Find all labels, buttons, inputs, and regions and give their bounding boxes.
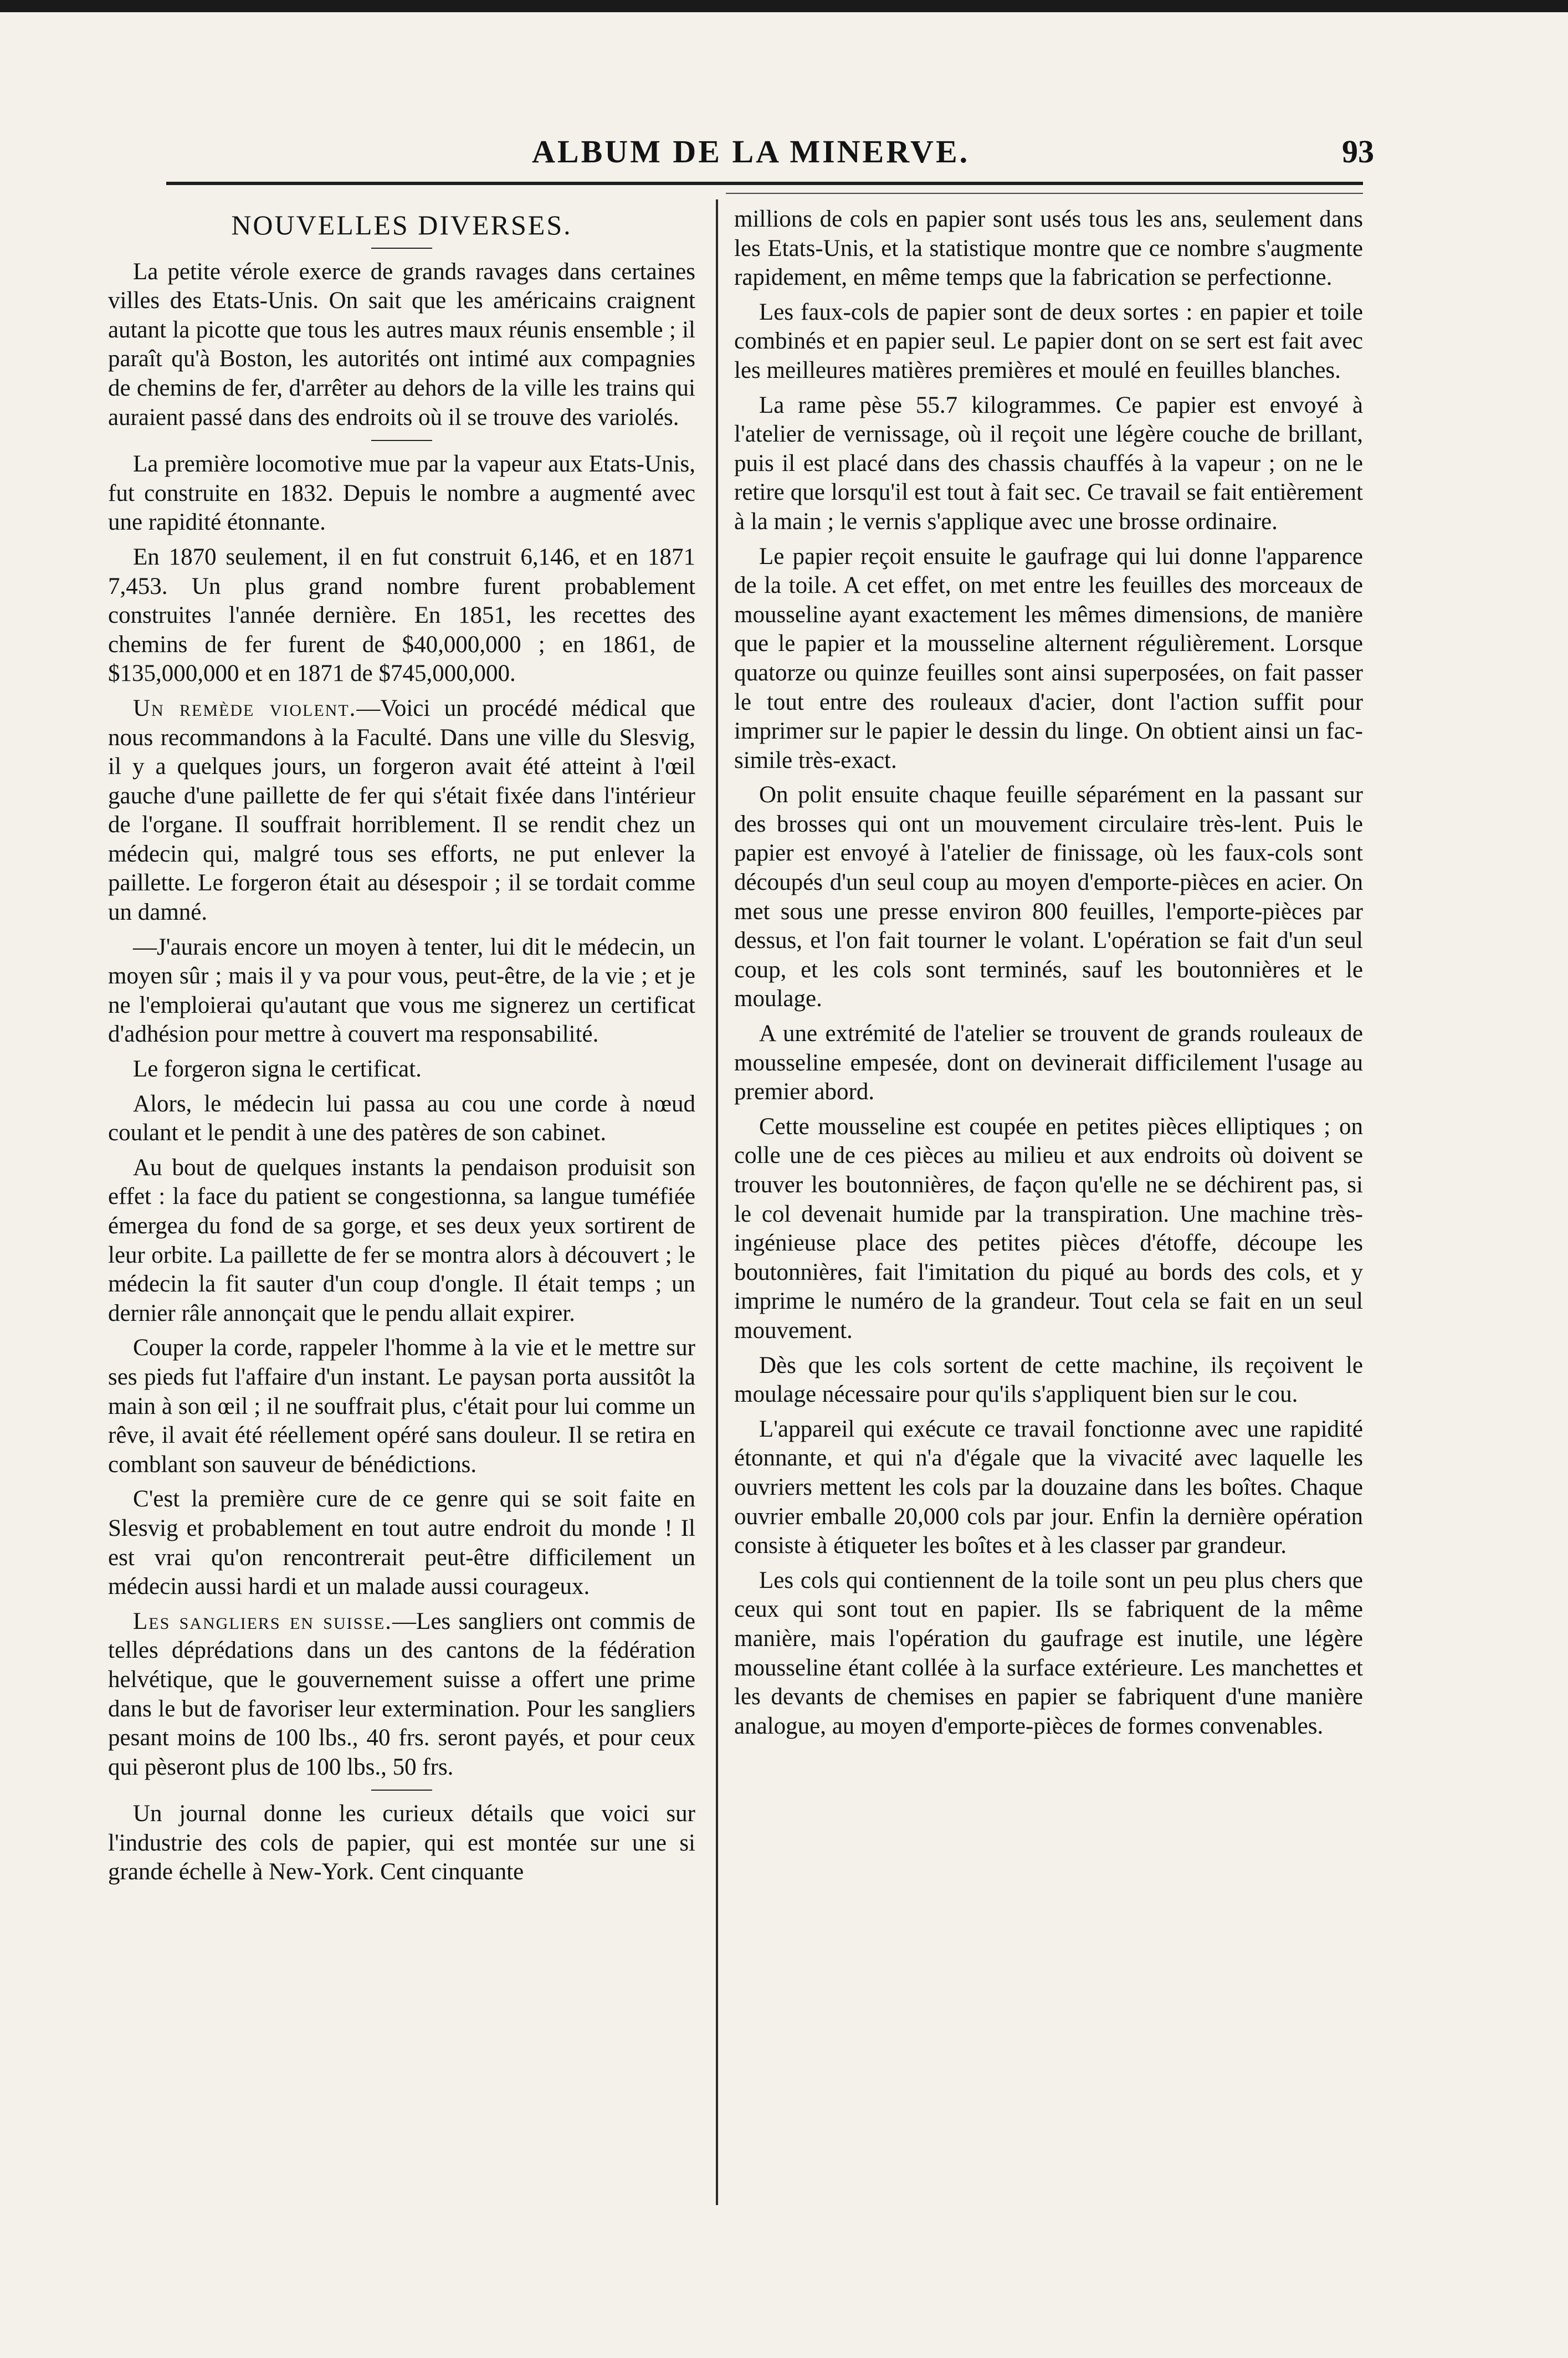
article-paragraph: C'est la première cure de ce genre qui se soit faite en Slesvig et probablement en tout autre endroit du monde ! Il est vrai qu'on rencontrerait peut-être difficilement un médecin aussi hardi et un malade aussi courageux. [108,1486,695,1600]
article-paragraph: On polit ensuite chaque feuille séparément en la passant sur des brosses qui ont un mouvement circulaire très-lent. Puis le papier est envoyé à l'atelier de finissage, où les faux-cols sont découpés d'un seul coup au moyen d'emporte-pièces en acier. On met sous une presse environ 800 feuilles, l'emporte-pièces par dessus, et l'on fait tourner le volant. L'opération se fait d'un seul coup, et les cols sont terminés, sauf les boutonnières et le moulage. [734,782,1363,1012]
article-paragraph: Dès que les cols sortent de cette machine, ils reçoivent le moulage nécessaire pour qu'ils s'appliquent bien sur le cou. [734,1352,1363,1408]
article-paragraph [108,694,695,927]
article-heading: Un remède violent. [133,695,357,721]
article-paragraph: Alors, le médecin lui passa au cou une corde à nœud coulant et le pendit à une des patères de son cabinet. [108,1090,695,1146]
left-column [108,205,695,1893]
separator [371,1790,432,1791]
article-paragraph: Les faux-cols de papier sont de deux sortes : en papier et toile combinés et en papier seul. Le papier dont on se sert est fait avec les meilleures matières premières et moulé en feuilles blanches. [734,299,1363,383]
article-text: —Les sangliers ont commis de telles déprédations dans un des cantons de la fédération helvétique, que le gouvernement suisse a offert une prime dans le but de favoriser leur extermination. Pour les sangliers pesant moins de 100 lbs., 40 frs. seront payés, et pour ceux qui pèseront plus de 100 lbs., 50 frs. [108,1608,695,1780]
page-number: 93 [1342,134,1374,170]
article-paragraph: Au bout de quelques instants la pendaison produisit son effet : la face du patient se congestionna, sa langue tuméfiée émergea du fond de sa gorge, et ses deux yeux sortirent de leur orbite. La paillette de fer se montra alors à découvert ; le médecin la fit sauter d'un coup d'ongle. Il était temps ; un dernier râle annonçait que le pendu allait expirer. [108,1154,695,1326]
article-paragraph: La rame pèse 55.7 kilogrammes. Ce papier est envoyé à l'atelier de vernissage, où il reçoit une légère couche de brillant, puis il est placé dans des chassis chauffés à la vapeur ; on ne le retire que lorsqu'il est tout à fait sec. Ce travail se fait entièrement à la main ; le vernis s'applique avec une brosse ordinaire. [734,392,1363,535]
article-paragraph: Les cols qui contiennent de la toile sont un peu plus chers que ceux qui sont tout en papier. Ils se fabriquent de la même manière, mais l'opération du gaufrage est inutile, une légère mousseline étant collée à la surface extérieure. Les manchettes et les devants de chemises en papier se fabriquent d'une manière analogue, au moyen d'emporte-pièces de formes convenables. [734,1567,1363,1739]
right-column [734,205,1363,1746]
header-rule [166,182,1363,185]
article-paragraph: Couper la corde, rappeler l'homme à la vie et le mettre sur ses pieds fut l'affaire d'un instant. Le paysan porta aussitôt la main à son œil ; il ne souffrait plus, c'était pour lui comme un rêve, il avait été réellement opéré sans douleur. Il se retira en comblant son sauveur de bénédictions. [108,1335,695,1478]
separator [371,440,432,441]
article-paragraph: Cette mousseline est coupée en petites pièces elliptiques ; on colle une de ces pièces au milieu et aux endroits où doivent se trouver les boutonnières, de façon qu'elle ne se déchirent pas, si le col devenait humide par la transpiration. Une machine très-ingénieuse place des petites pièces d'étoffe, découpe les boutonnières, fait l'imitation du piqué au bords des cols, et y imprime le numéro de la grandeur. Tout cela se fait en un seul mouvement. [734,1113,1363,1344]
article-paragraph: En 1870 seulement, il en fut construit 6,146, et en 1871 7,453. Un plus grand nombre furent probablement construites l'année dernière. En 1851, les recettes des chemins de fer furent de $40,000,000 ; en 1861, de $135,000,000 et en 1871 de $745,000,000. [108,544,695,687]
article-paragraph [108,1607,695,1782]
article-paragraph: La première locomotive mue par la vapeur aux Etats-Unis, fut construite en 1832. Depuis le nombre a augmenté avec une rapidité étonnante. [108,451,695,536]
article-paragraph: millions de cols en papier sont usés tous les ans, seulement dans les Etats-Unis, et la statistique montre que ce nombre s'augmente rapidement, en même temps que la fabrication se perfectionne. [734,206,1363,291]
article-paragraph: Un journal donne les curieux détails que voici sur l'industrie des cols de papier, qui est montée sur une si grande échelle à New-York. Cent cinquante [108,1801,695,1885]
page-header [166,133,1374,183]
header-rule-thin [726,193,1363,194]
article-paragraph: —J'aurais encore un moyen à tenter, lui dit le médecin, un moyen sûr ; mais il y va pour vous, peut-être, de la vie ; et je ne l'emploierai qu'autant que vous me signerez un certificat d'adhésion pour mettre à couvert ma responsabilité. [108,934,695,1048]
article-paragraph: La petite vérole exerce de grands ravages dans certaines villes des Etats-Unis. On sait que les américains craignent autant la picotte que tous les autres maux réunis ensemble ; il paraît qu'à Boston, les autorités ont intimé aux compagnies de chemins de fer, d'arrêter au dehors de la ville les trains qui auraient passé dans des endroits où il se trouve des variolés. [108,258,695,430]
article-paragraph: Le papier reçoit ensuite le gaufrage qui lui donne l'apparence de la toile. A cet effet, on met entre les feuilles des morceaux de mousseline ayant exactement les mêmes dimensions, de manière que le papier et la mousseline alternent régulièrement. Lorsque quatorze ou quinze feuilles sont ainsi superposées, on fait passer le tout entre des rouleaux d'acier, dont l'action suffit pour imprimer sur le papier le dessin du linge. On obtient ainsi un fac-simile très-exact. [734,543,1363,773]
article-paragraph: Le forgeron signa le certificat. [133,1056,422,1083]
article-paragraph: L'appareil qui exécute ce travail fonctionne avec une rapidité étonnante, et qui n'a d'égale que la vivacité avec laquelle les ouvriers mettent les cols par la douzaine dans les boîtes. Chaque ouvrier emballe 20,000 cols par jour. Enfin la dernière opération consiste à étiqueter les boîtes et à les classer par grandeur. [734,1416,1363,1559]
article-paragraph: A une extrémité de l'atelier se trouvent de grands rouleaux de mousseline empesée, dont on devinerait difficilement l'usage au premier abord. [734,1021,1363,1105]
article-heading: Les sangliers en suisse. [133,1608,393,1634]
article-text: —Voici un procédé médical que nous recommandons à la Faculté. Dans une ville du Slesvig, il y a quelques jours, un forgeron avait été atteint à l'œil gauche d'une paillette de fer qui s'était fixée dans l'intérieur de l'organe. Il souffrait horriblement. Il se rendit chez un médecin qui, malgré tous ses efforts, ne put enlever la paillette. Le forgeron était au désespoir ; il se tordait comme un damné. [108,695,695,926]
separator [371,248,432,249]
section-title: NOUVELLES DIVERSES. [231,209,572,240]
running-title: ALBUM DE LA MINERVE. [532,134,970,170]
scan-edge [0,0,1568,12]
column-divider [716,199,718,2205]
